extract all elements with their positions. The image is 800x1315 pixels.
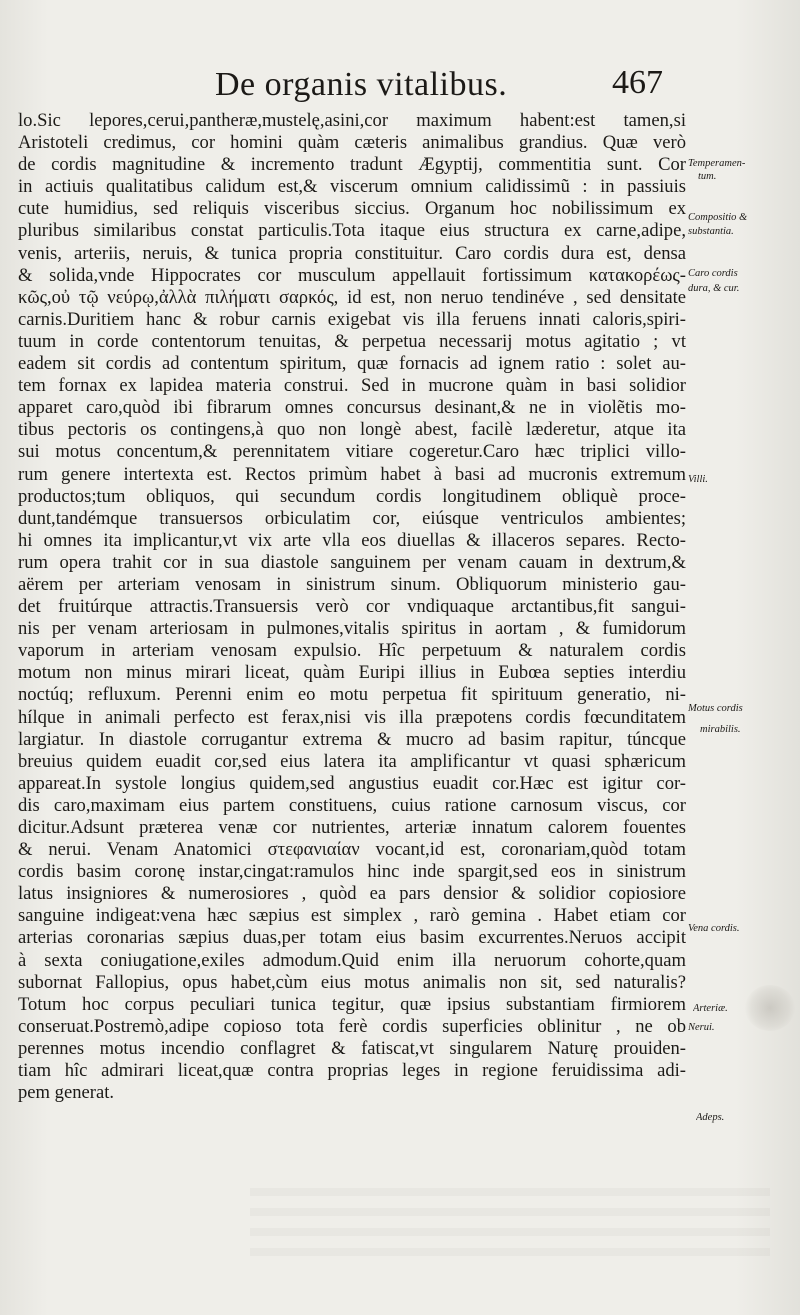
text-line: conseruat.Postremò,adipe copioso tota ferè cordis superficies oblinitur , ne ob (18, 1015, 686, 1037)
text-line: appareat.In systole longius quidem,sed angustius euadit cor.Hæc est igitur cor- (18, 772, 686, 794)
margin-note: Motus cordis (688, 703, 743, 714)
text-line: latus insigniores & numerosiores , quòd ea pars densior & solidior copiosiore (18, 883, 686, 905)
text-line: dicitur.Adsunt præterea venæ cor nutrientes, arteriæ innatum calorem fouentes (18, 817, 686, 838)
margin-note: tum. (698, 171, 717, 182)
text-line: in actiuis qualitatibus calidum est,& viscerum omnium calidissimũ : in passiuis (18, 176, 686, 198)
text-line: aërem per arteriam venosam in sinistrum sinum. Obliquorum ministerio gau- (18, 573, 686, 595)
text-line: dis caro,maximam eius partem constituens, cuius ratione carnosum viscus, cor (18, 794, 686, 816)
margin-note: Vena cordis. (688, 923, 740, 934)
margin-note: Caro cordis (688, 268, 738, 279)
text-line: venis, arteriis, neruis, & tunica propria constituitur. Caro cordis dura est, densa (18, 242, 686, 264)
text-line: pem generat. (18, 1082, 115, 1104)
text-line: tuum in corde contentorum tenuitas, & perpetua necessarij motus agitatio ; vt (18, 330, 686, 352)
text-line: lo.Sic lepores,cerui,pantheræ,mustelę,asini,cor maximum habent:est tamen,si (18, 110, 686, 131)
text-line: motum non minus mirari liceat, quàm Euripi illius in Eubœa septies interdiu (18, 662, 686, 684)
text-line: κῶς,οὐ τῷ νεύρῳ,ἀλλὰ πιλήματι σαρκός, id est, non neruo tendinéve , sed densitate (18, 286, 686, 308)
text-line: det fruitúrque attractis.Transuersis verò cor vndiquaque arctantibus,fit sangui- (18, 596, 686, 618)
ink-smudge (745, 985, 795, 1031)
text-line: largiatur. In diastole corrugantur extrema & mucro ad basim rapitur, túncque (18, 728, 686, 750)
margin-note: Compositio & (688, 212, 748, 223)
text-line: arterias coronarias sæpius duas,per totam eius basim excurrentes.Neruos accipit (18, 927, 686, 949)
bleed-through (250, 1188, 770, 1258)
text-line: apparet caro,quòd ibi fibrarum omnes concursus desinant,& ne in violẽtis mo- (18, 397, 686, 419)
text-line: dunt,tandémque transuersos orbiculatim cor, eiúsque ventriculos ambientes; (18, 507, 686, 529)
text-line: tibus pectoris os contingens,à quo non longè abest, facilè læderetur, atque ita (18, 419, 686, 441)
text-line: noctúq; refluxum. Perenni enim eo motu perpetua fit spirituum generatio, ni- (18, 684, 686, 706)
text-line: rum opera trahit cor in sua diastole sanguinem per venam cauam in dextrum,& (18, 551, 686, 573)
margin-note: Arteriæ. (693, 1003, 728, 1014)
margin-note: Temperamen- (688, 158, 746, 169)
margin-note: Villi. (688, 474, 708, 485)
text-line: hi omnes ita implicantur,vt vix arte vlla eos diuellas & illaceros separes. Recto- (18, 529, 686, 551)
text-line: Aristoteli credimus, cor homini quàm cæteris animalibus grandius. Quæ verò (18, 132, 686, 154)
text-line: à sexta coniugatione,exiles admodum.Quid enim illa neruorum cohorte,quam (18, 949, 686, 971)
text-line: breuius quidem euadit cor,sed eius latera ita amplificantur vt quasi sphæricum (18, 750, 686, 772)
text-line: cute humidius, sed reliquis visceribus siccius. Organum hoc nobilissimum ex (18, 198, 686, 220)
text-line: & nerui. Venam Anatomici στεφανιαίαν vocant,id est, coronariam,quòd totam (18, 839, 686, 861)
text-line: nis per venam arteriosam in pulmones,vitalis spiritus in aortam , & fumidorum (18, 618, 686, 640)
margin-note: Adeps. (696, 1112, 725, 1123)
margin-note: substantia. (688, 226, 734, 237)
margin-note: mirabilis. (700, 724, 741, 735)
text-line: subornat Fallopius, opus habet,cùm eius motus animalis non sit, sed naturalis? (18, 971, 686, 993)
page-title: De organis vitalibus. (215, 66, 508, 103)
margin-note: dura, & cur. (688, 283, 740, 294)
text-line: tiam hîc admirari liceat,quæ contra proprias leges in regione feruidissima adi- (18, 1060, 686, 1082)
text-line: carnis.Duritiem hanc & robur carnis exigebat vis illa feruens innati caloris,spiri- (18, 308, 686, 330)
margin-note: Nerui. (688, 1022, 715, 1033)
text-line: cordis basim coronę instar,cingat:ramulos hinc inde spargit,sed eos in sinistrum (18, 861, 686, 883)
text-line: sanguine indigeat:vena hæc sæpius est simplex , rarò gemina . Habet etiam cor (18, 905, 686, 927)
text-line: Totum hoc corpus peculiari tunica tegitur, quæ ipsius substantiam firmiorem (18, 993, 686, 1015)
text-line: productos;tum obliquos, qui secundum cordis longitudinem obliquè proce- (18, 485, 686, 507)
text-line: & solida,vnde Hippocrates cor musculum appellauit fortissimum κατακορέως- (18, 264, 686, 286)
text-line: perennes motus incendio conflagret & fatiscat,vt singularem Naturę prouiden- (18, 1037, 686, 1059)
text-line: pluribus similaribus constat particulis.Tota itaque eius structura ex carne,adipe, (18, 220, 686, 242)
text-line: rum genere intertexta est. Rectos primùm habet à basi ad mucronis extremum (18, 463, 686, 485)
text-line: tem fornax ex lapidea materia construi. Sed in mucrone quàm in basi solidior (18, 375, 686, 397)
page-number: 467 (612, 64, 663, 101)
text-line: sui motus concentum,& perennitatem vitiare cogeretur.Caro hæc triplici villo- (18, 441, 686, 463)
text-line: eadem sit cordis ad contentum spiritum, quæ fornacis ad ignem ratio : solet au- (18, 353, 686, 375)
text-line: de cordis magnitudine & incremento tradunt Ægyptij, commentitia sunt. Cor (18, 154, 686, 176)
text-line: vaporum in arteriam venosam expulsio. Hîc perpetuum & naturalem cordis (18, 640, 686, 662)
text-line: hílque in animali perfecto est ferax,nisi vis illa præpotens cordis fœcunditatem (18, 706, 686, 728)
